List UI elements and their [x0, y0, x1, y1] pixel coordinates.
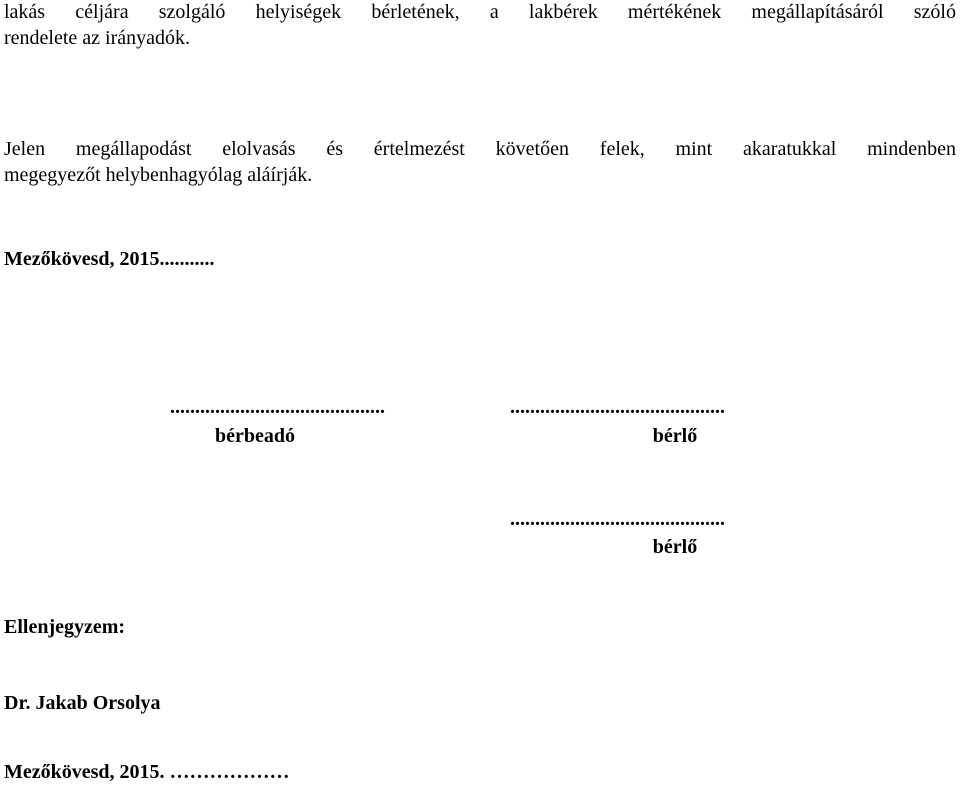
tenant-1-signature-line: ........................................... [510, 396, 725, 418]
countersign-place-date: Mezőkövesd, 2015. ……………… [4, 761, 290, 783]
paragraph-2-line-2: megegyezőt helybenhagyólag aláírják. [4, 164, 313, 186]
place-date: Mezőkövesd, 2015........... [4, 248, 215, 270]
countersign-heading: Ellenjegyzem: [4, 616, 126, 638]
tenant-1-label: bérlő [652, 425, 698, 447]
paragraph-2-line-1: Jelen megállapodást elolvasás és értelmezést követően felek, mint akaratukkal mindenben [4, 138, 956, 160]
tenant-2-signature-line: ........................................... [510, 508, 725, 530]
landlord-signature-line: ........................................... [170, 396, 385, 418]
countersign-name: Dr. Jakab Orsolya [4, 692, 161, 714]
tenant-2-label: bérlő [652, 536, 698, 558]
paragraph-1-line-2: rendelete az irányadók. [4, 27, 191, 49]
landlord-label: bérbeadó [215, 425, 295, 447]
paragraph-1-line-1: lakás céljára szolgáló helyiségek bérletének, a lakbérek mértékének megállapításáról szóló [4, 1, 956, 23]
